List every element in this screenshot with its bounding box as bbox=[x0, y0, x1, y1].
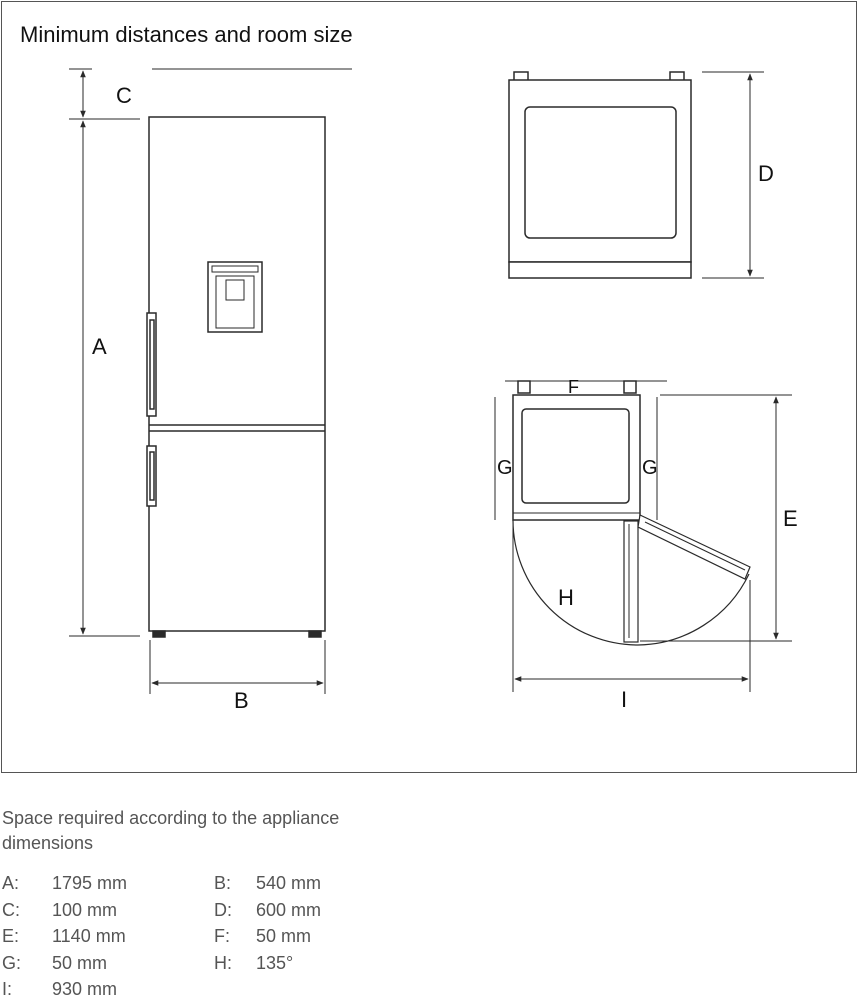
label-f: F bbox=[568, 377, 579, 397]
spec-key: D: bbox=[214, 900, 232, 920]
spec-key: E: bbox=[2, 926, 20, 946]
label-g-right: G bbox=[642, 457, 658, 479]
side-view-base bbox=[509, 262, 691, 278]
spec-key: H: bbox=[214, 953, 232, 973]
dimension-e bbox=[640, 395, 792, 641]
spec-value: 540 mm bbox=[256, 873, 322, 893]
dimension-d bbox=[702, 72, 764, 278]
front-foot-left bbox=[153, 631, 165, 637]
front-view-fridge bbox=[147, 117, 325, 637]
fridge-body bbox=[149, 117, 325, 631]
spec-value: 1140 mm bbox=[52, 926, 126, 946]
spec-value: 1795 mm bbox=[52, 873, 128, 893]
dimension-a bbox=[69, 121, 140, 636]
label-a: A bbox=[92, 334, 107, 359]
spec-value: 50 mm bbox=[256, 926, 312, 946]
spec-key: G: bbox=[2, 953, 22, 973]
spec-value: 50 mm bbox=[52, 953, 108, 973]
label-g-left: G bbox=[497, 457, 513, 479]
side-view-fridge bbox=[509, 72, 691, 278]
dimension-c bbox=[69, 69, 352, 119]
spec-key: B: bbox=[214, 873, 232, 893]
spec-key: A: bbox=[2, 873, 20, 893]
water-dispenser bbox=[208, 262, 262, 332]
spec-key: C: bbox=[2, 900, 20, 920]
label-b: B bbox=[234, 688, 249, 713]
label-c: C bbox=[116, 83, 132, 108]
space-required-caption: Space required according to the appliance dimensions bbox=[2, 808, 340, 853]
door-panel-vertical bbox=[624, 521, 638, 642]
top-view-fridge bbox=[505, 381, 750, 645]
label-d: D bbox=[758, 161, 774, 186]
spec-value: 930 mm bbox=[52, 979, 118, 999]
label-i: I bbox=[621, 687, 628, 712]
panel-title: Minimum distances and room size bbox=[20, 22, 353, 47]
spec-key: F: bbox=[214, 926, 230, 946]
dimension-b bbox=[150, 640, 325, 694]
top-view-body bbox=[513, 395, 640, 520]
spec-value: 600 mm bbox=[256, 900, 322, 920]
label-h: H bbox=[558, 585, 574, 610]
door-panel-open bbox=[638, 515, 750, 579]
door-swing-arc bbox=[513, 520, 638, 645]
spec-value: 135° bbox=[256, 953, 294, 973]
spec-value: 100 mm bbox=[52, 900, 118, 920]
spec-key: I: bbox=[2, 979, 13, 999]
label-e: E bbox=[783, 506, 798, 531]
front-foot-right bbox=[309, 631, 321, 637]
